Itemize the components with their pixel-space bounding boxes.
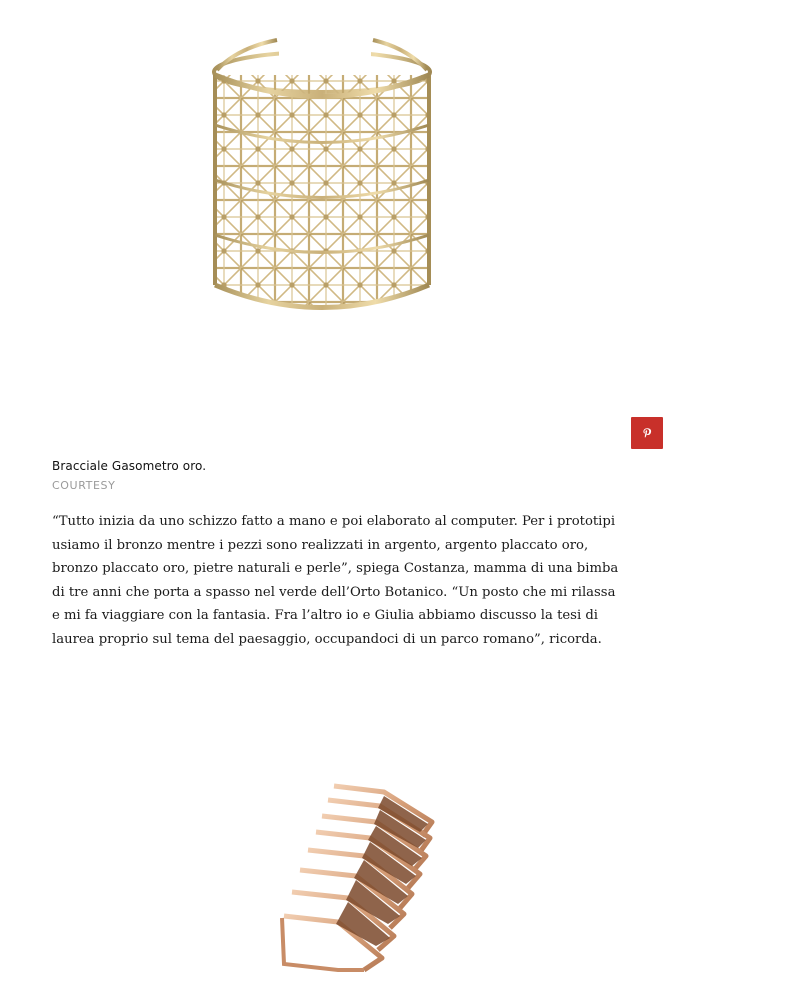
pinterest-icon [640, 426, 654, 440]
image-credit: COURTESY [52, 479, 116, 492]
cuff-bracelet-image [207, 30, 437, 315]
article-paragraph: “Tutto inizia da uno schizzo fatto a mano e poi elaborato al computer. Per i prototipi usiamo il bronzo mentre i pezzi sono realizzati in argento, argento placcato oro, bronzo placcato oro, pietre naturali e perle”, spiega Costanza, mamma di una bimba di tre anni che porta a spasso nel verde dell’Orto Botanico. “Un posto che mi rilassa e mi fa viaggiare con la fantasia. Fra l’altro io e Giulia abbiamo discusso la tesi di laurea proprio sul tema del paesaggio, occupandoci di un parco romano”, ricorda. [52, 514, 619, 647]
layered-ring-image [272, 778, 462, 978]
image-caption [52, 458, 612, 493]
caption-text: Bracciale Gasometro oro. [52, 459, 207, 473]
figure-ring [52, 690, 612, 1000]
pinterest-save-button[interactable] [631, 417, 663, 449]
figure-bracelet [52, 0, 612, 455]
